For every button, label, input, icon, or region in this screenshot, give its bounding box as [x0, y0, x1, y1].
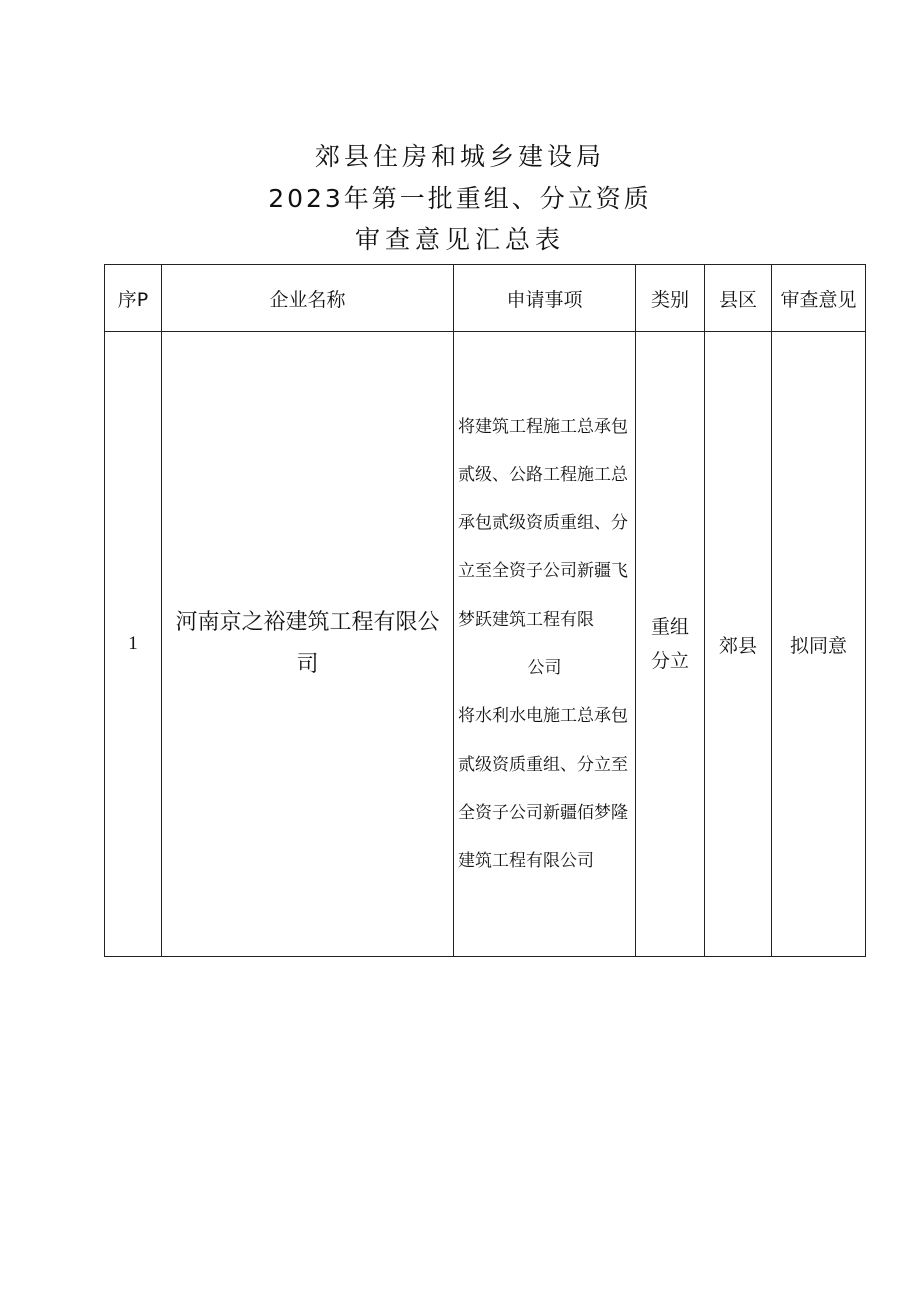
header-review-opinion: 审查意见: [772, 265, 866, 332]
header-county: 县区: [705, 265, 772, 332]
table-row: [105, 332, 866, 957]
cell-county: 郊县: [705, 332, 772, 957]
title-line-agency: 郊县住房和城乡建设局: [314, 142, 605, 171]
header-company-name: 企业名称: [162, 265, 454, 332]
title-line-summary: 审查意见汇总表: [354, 225, 565, 254]
table-header-row: [105, 265, 866, 332]
cell-category: [636, 332, 705, 957]
application-item-paragraph: 公司: [527, 658, 562, 678]
header-category: 类别: [636, 265, 705, 332]
review-summary-table: [104, 264, 866, 957]
header-application-item: 申请事项: [454, 265, 636, 332]
cell-company-name: 河南京之裕建筑工程有限公司: [162, 332, 454, 957]
cell-application-item: [454, 332, 636, 957]
application-item-paragraph: 将建筑工程施工总承包贰级、公路工程施工总承包贰级资质重组、分立至全资子公司新疆飞梦跃建筑工程有限: [458, 416, 628, 630]
application-item-paragraph: 将水利水电施工总承包贰级资质重组、分立至全资子公司新疆佰梦隆建筑工程有限公司: [458, 706, 628, 872]
cell-seq: 1: [105, 332, 162, 957]
document-title: [0, 136, 920, 261]
title-line-batch: 2023年第一批重组、分立资质: [268, 184, 652, 213]
cell-review-opinion: 拟同意: [772, 332, 866, 957]
category-text: 重组分立: [650, 616, 689, 672]
header-seq: 序P: [105, 265, 162, 332]
